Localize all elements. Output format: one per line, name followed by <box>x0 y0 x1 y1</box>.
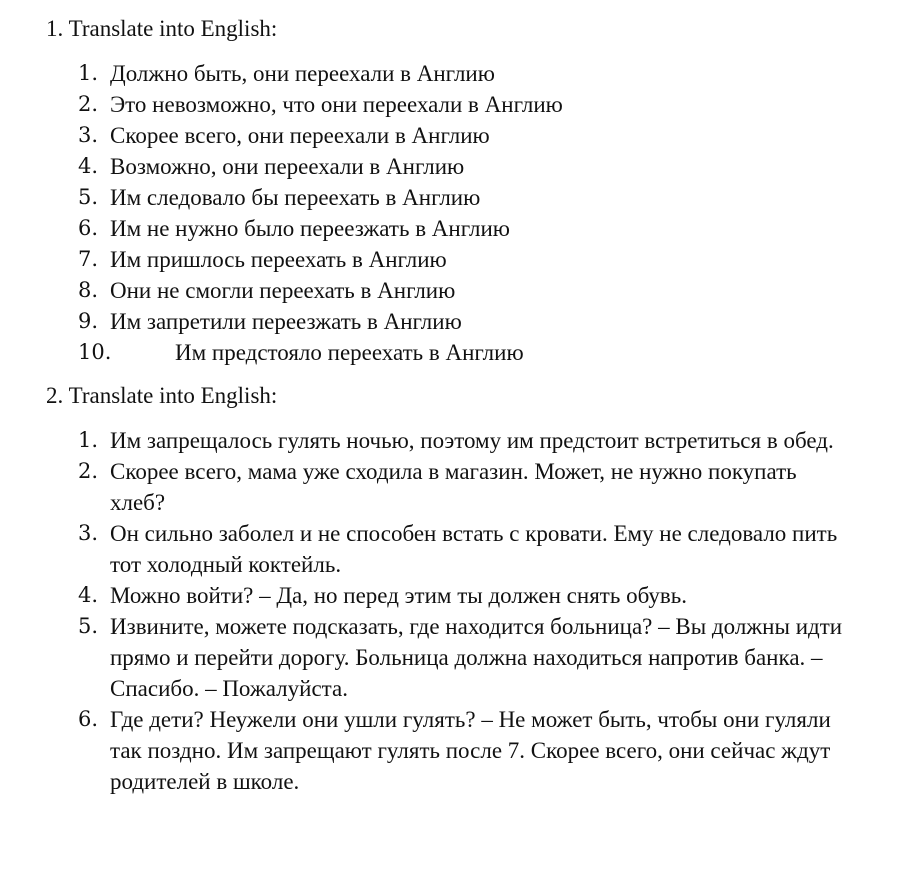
section-2-title: 2. Translate into English: <box>46 383 278 408</box>
list-item <box>78 213 878 244</box>
list-item <box>78 611 850 704</box>
item-number: 4. <box>78 154 99 178</box>
item-number: 10. <box>78 340 112 364</box>
list-item <box>78 306 878 337</box>
item-text: Им запрещалось гулять ночью, поэтому им предстоит встретиться в обед. <box>110 428 834 453</box>
item-number: 5. <box>78 185 99 209</box>
item-text: Он сильно заболел и не способен встать с кровати. Ему не следовало пить тот холодный коктейль. <box>110 521 838 577</box>
item-text: Где дети? Неужели они ушли гулять? – Не может быть, чтобы они гуляли так поздно. Им запрещают гулять после 7. Скорее всего, они сейчас ждут родителей в школе. <box>110 707 831 794</box>
section-2-list <box>78 425 878 797</box>
item-number: 1. <box>78 428 99 452</box>
item-number: 6. <box>78 216 99 240</box>
item-number: 7. <box>78 247 99 271</box>
item-text: Им запретили переезжать в Англию <box>110 309 462 334</box>
item-number: 5. <box>78 614 99 638</box>
item-text: Им пришлось переехать в Англию <box>110 247 447 272</box>
item-number: 4. <box>78 583 99 607</box>
item-number: 6. <box>78 707 99 731</box>
item-number: 9. <box>78 309 99 333</box>
list-item <box>78 425 850 456</box>
item-text: Им предстояло переехать в Англию <box>175 340 524 365</box>
item-text: Должно быть, они переехали в Англию <box>110 61 495 86</box>
item-text: Скорее всего, они переехали в Англию <box>110 123 490 148</box>
item-text: Можно войти? – Да, но перед этим ты должен снять обувь. <box>110 583 687 608</box>
item-text: Извините, можете подсказать, где находится больница? – Вы должны идти прямо и перейти дорогу. Больница должна находиться напротив банка. – Спасибо. – Пожалуйста. <box>110 614 843 701</box>
list-item <box>78 58 878 89</box>
item-text: Возможно, они переехали в Англию <box>110 154 465 179</box>
list-item <box>78 244 878 275</box>
item-text: Это невозможно, что они переехали в Англию <box>110 92 563 117</box>
section-1-title: 1. Translate into English: <box>46 16 278 41</box>
list-item <box>78 704 850 797</box>
list-item <box>78 182 878 213</box>
list-item <box>78 518 850 580</box>
item-number: 2. <box>78 92 99 116</box>
item-text: Им не нужно было переезжать в Англию <box>110 216 510 241</box>
item-number: 2. <box>78 459 99 483</box>
list-item <box>78 89 878 120</box>
list-item <box>78 337 878 368</box>
list-item <box>78 456 850 518</box>
item-number: 3. <box>78 521 99 545</box>
list-item <box>78 275 878 306</box>
section-1-list <box>78 58 878 368</box>
item-number: 8. <box>78 278 99 302</box>
item-text: Они не смогли переехать в Англию <box>110 278 456 303</box>
item-text: Скорее всего, мама уже сходила в магазин. Может, не нужно покупать хлеб? <box>110 459 797 515</box>
list-item <box>78 151 878 182</box>
list-item <box>78 580 850 611</box>
item-text: Им следовало бы переехать в Англию <box>110 185 481 210</box>
list-item <box>78 120 878 151</box>
item-number: 3. <box>78 123 99 147</box>
item-number: 1. <box>78 61 99 85</box>
